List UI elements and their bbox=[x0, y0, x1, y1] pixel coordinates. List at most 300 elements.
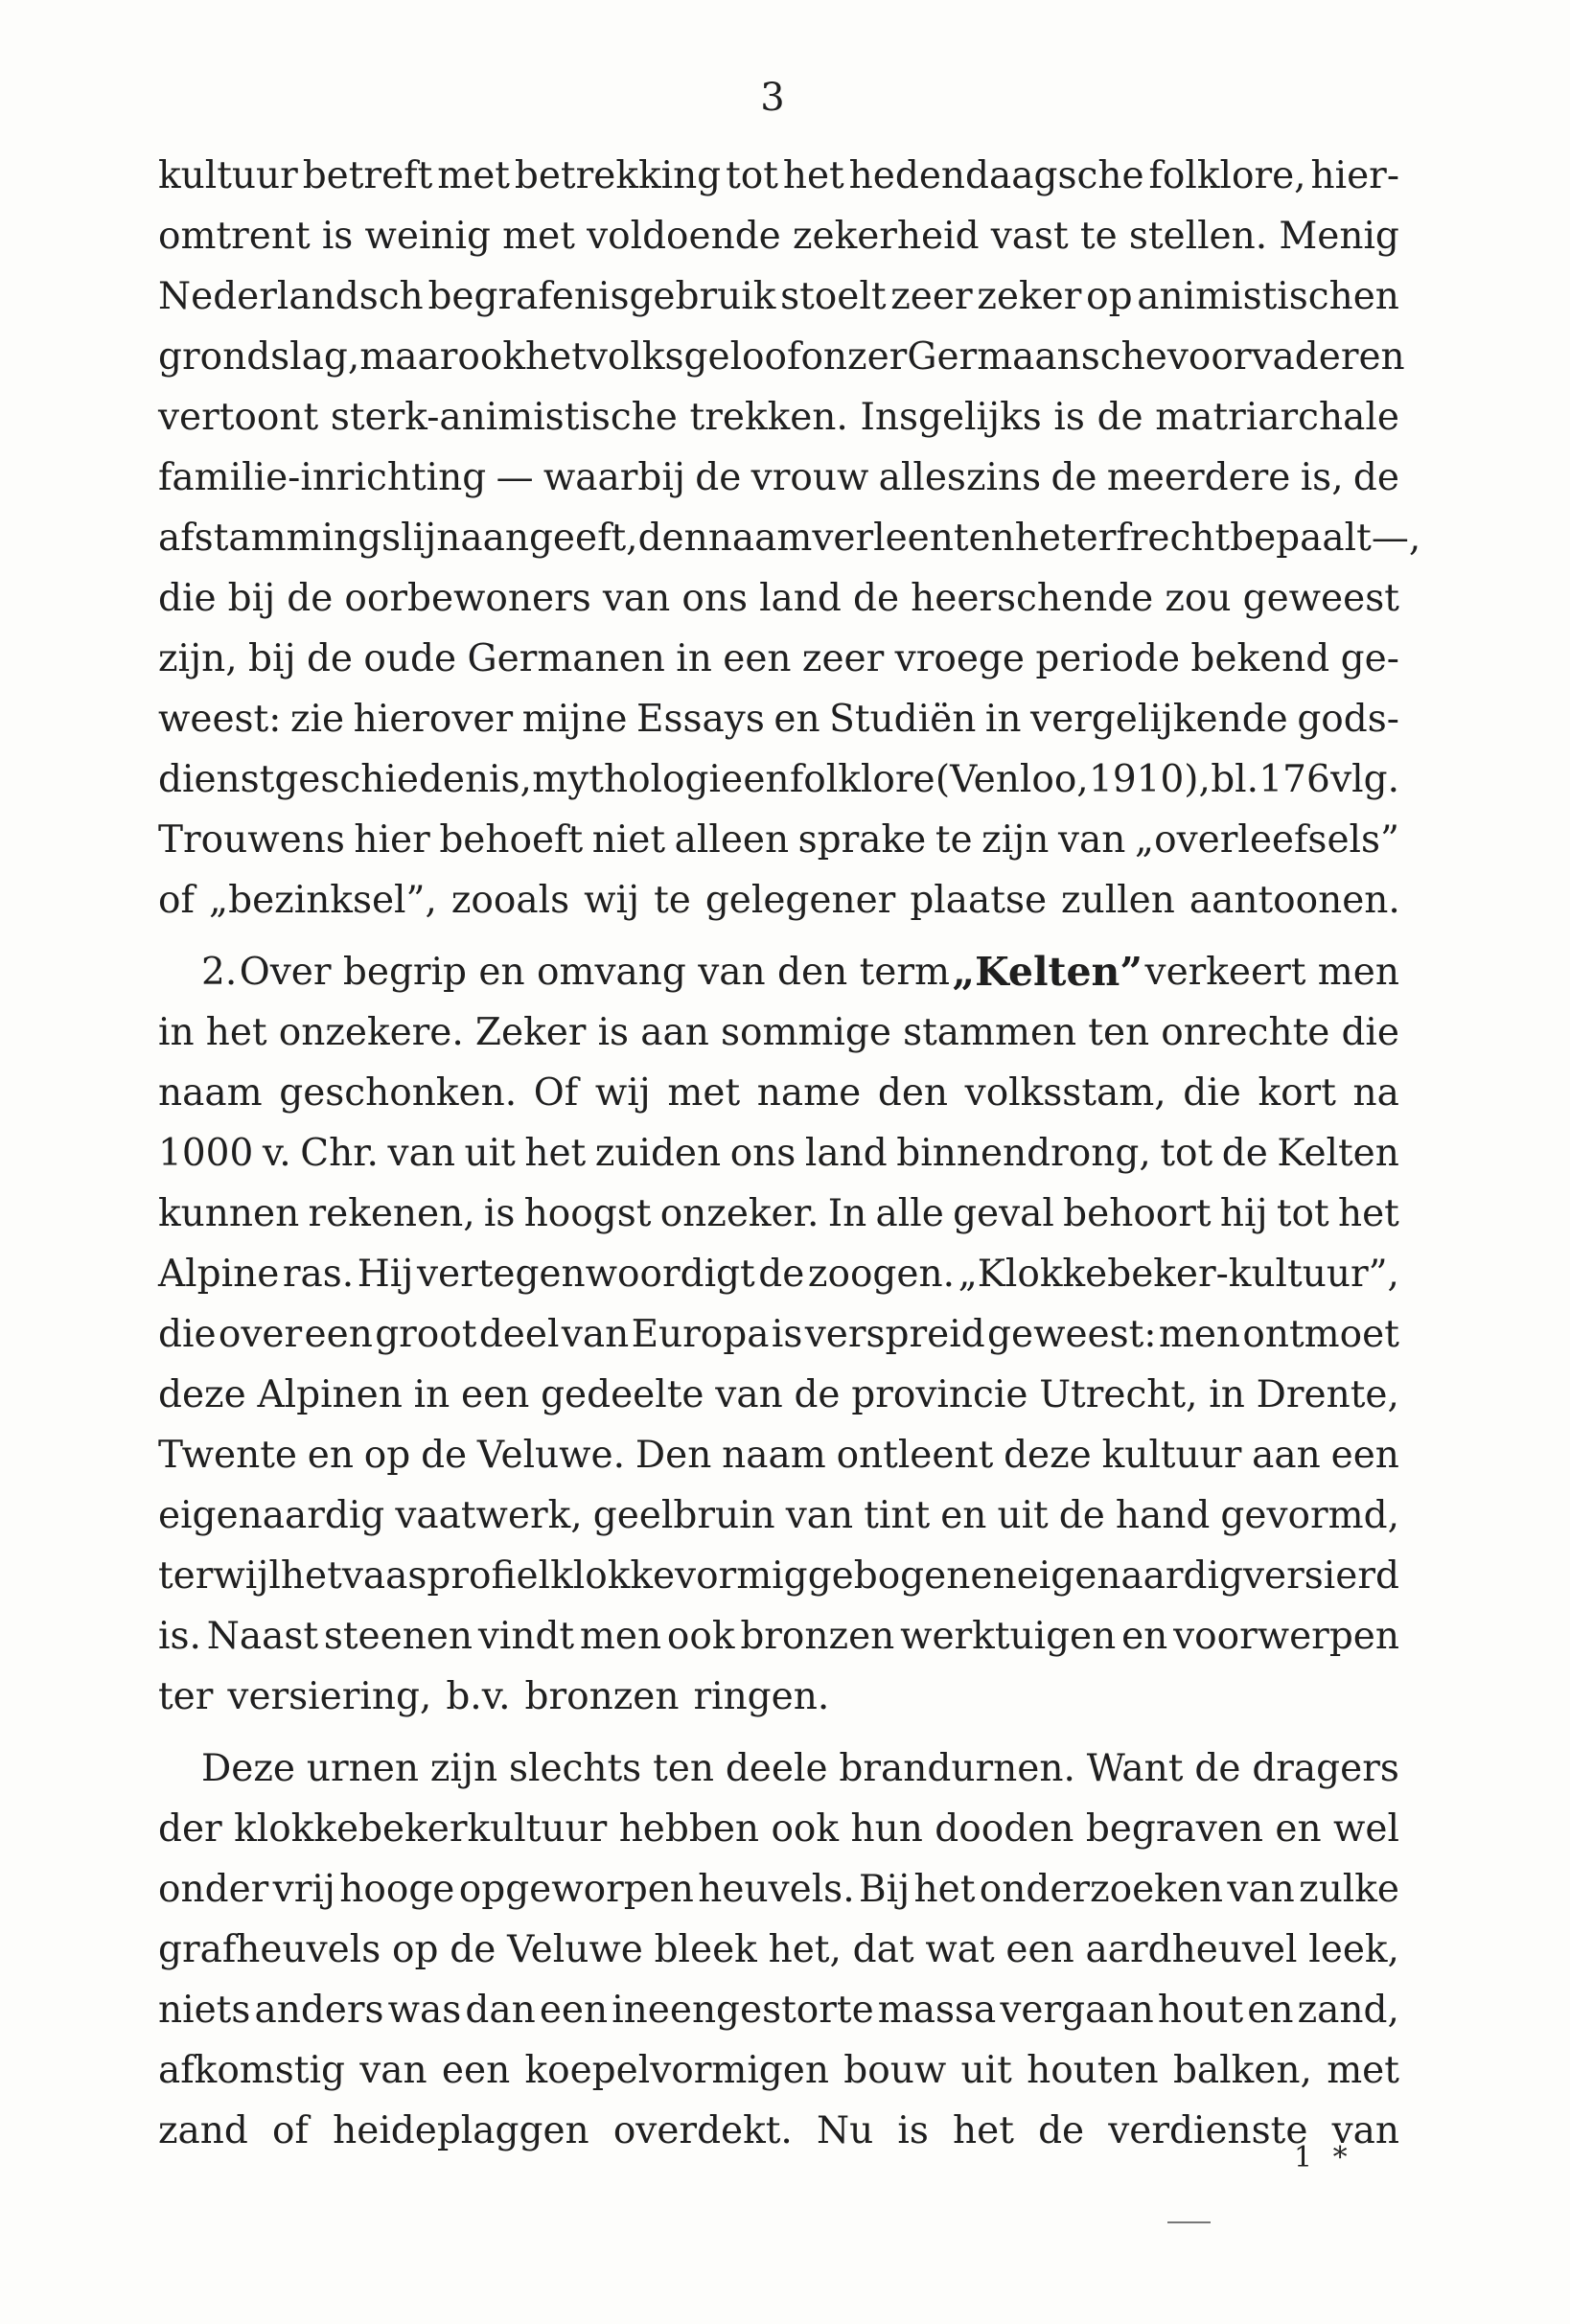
word: vindt bbox=[477, 1615, 575, 1658]
word: behoort bbox=[1063, 1192, 1212, 1235]
word: — bbox=[496, 456, 534, 499]
text-line bbox=[158, 810, 1399, 870]
word: in bbox=[158, 1011, 195, 1054]
word: die bbox=[1341, 1011, 1399, 1054]
word: zijn bbox=[429, 1747, 498, 1790]
word: hedendaagsche bbox=[848, 154, 1144, 197]
word: 1000 bbox=[158, 1132, 254, 1175]
word: hun bbox=[850, 1807, 923, 1851]
word: land bbox=[759, 577, 842, 620]
word: op bbox=[363, 1434, 411, 1477]
word: onderzoeken bbox=[979, 1868, 1224, 1911]
word: onzer bbox=[800, 335, 908, 379]
text-line bbox=[158, 1667, 1399, 1727]
word: vlg. bbox=[1330, 758, 1399, 801]
word: Trouwens bbox=[158, 818, 345, 862]
word: Twente bbox=[158, 1434, 297, 1477]
word: klokkebekerkultuur bbox=[234, 1807, 608, 1851]
word: den bbox=[877, 1071, 949, 1115]
word: ontleent bbox=[836, 1434, 994, 1477]
word: de bbox=[1352, 456, 1399, 499]
text-line bbox=[158, 1304, 1399, 1365]
word: was bbox=[387, 1989, 462, 2032]
word: is bbox=[321, 215, 354, 258]
word: ringen. bbox=[693, 1675, 830, 1718]
word: met bbox=[667, 1071, 741, 1115]
word: dan bbox=[465, 1989, 536, 2032]
word: dragers bbox=[1252, 1747, 1399, 1790]
word: slechts bbox=[508, 1747, 642, 1790]
word: is bbox=[897, 2109, 929, 2152]
word: de bbox=[1058, 1494, 1105, 1537]
word: omtrent bbox=[158, 215, 311, 258]
word: Want bbox=[1086, 1747, 1184, 1790]
word: van bbox=[359, 2049, 427, 2092]
word: uit bbox=[960, 2049, 1012, 2092]
word: een bbox=[1330, 1434, 1399, 1477]
word: de bbox=[421, 1434, 468, 1477]
text-line bbox=[158, 327, 1405, 387]
word: uit bbox=[997, 1494, 1049, 1537]
word: men bbox=[579, 1615, 662, 1658]
word: ook bbox=[666, 1615, 735, 1658]
word: Nederlandsch bbox=[158, 275, 424, 318]
word: Alpinen bbox=[257, 1373, 403, 1416]
word: Menig bbox=[1279, 215, 1399, 258]
word: zand, bbox=[1297, 1989, 1399, 2032]
text-line bbox=[158, 508, 1421, 568]
word: het bbox=[953, 2109, 1014, 2152]
section-heading-line bbox=[158, 942, 1399, 1002]
word: een bbox=[723, 637, 792, 680]
word: Zeker bbox=[474, 1011, 587, 1054]
word: Nu bbox=[816, 2109, 874, 2152]
word: de bbox=[794, 1373, 841, 1416]
word: gelegener bbox=[704, 879, 896, 922]
word: alle bbox=[875, 1192, 944, 1235]
text-line bbox=[158, 448, 1399, 508]
word: bekend bbox=[1190, 637, 1330, 680]
word: meerdere bbox=[1106, 456, 1291, 499]
word: begraven bbox=[1085, 1807, 1263, 1851]
section-number: 2. bbox=[201, 951, 238, 994]
word: bij bbox=[248, 637, 296, 680]
word: aan bbox=[640, 1011, 709, 1054]
word: op bbox=[1086, 275, 1133, 318]
word: niets bbox=[158, 1989, 251, 2032]
word: en bbox=[1247, 1989, 1294, 2032]
word: of bbox=[272, 2109, 309, 2152]
word: oude bbox=[363, 637, 457, 680]
word: vaatwerk, bbox=[395, 1494, 583, 1537]
word: de bbox=[852, 577, 900, 620]
word: verleent bbox=[812, 517, 969, 560]
word: Europa bbox=[631, 1313, 770, 1356]
text-line bbox=[158, 266, 1399, 327]
word: ten bbox=[653, 1747, 714, 1790]
word: kunnen bbox=[158, 1192, 300, 1235]
word: zijn bbox=[981, 818, 1050, 862]
word: vast bbox=[990, 215, 1069, 258]
word: brandurnen. bbox=[839, 1747, 1075, 1790]
text-line bbox=[158, 689, 1399, 749]
word: plaatse bbox=[910, 879, 1048, 922]
word: geschonken. bbox=[279, 1071, 518, 1115]
word: in bbox=[413, 1373, 450, 1416]
word: bij bbox=[227, 577, 276, 620]
word: wij bbox=[584, 879, 640, 922]
word: een bbox=[539, 1989, 609, 2032]
word: en bbox=[968, 517, 1015, 560]
word: verspreid bbox=[804, 1313, 985, 1356]
word: die bbox=[158, 1313, 217, 1356]
word: afstammingslijn bbox=[158, 517, 461, 560]
word: binnendrong, bbox=[896, 1132, 1151, 1175]
word: volksgeloof bbox=[586, 335, 801, 379]
word: van bbox=[602, 577, 671, 620]
word: bl. bbox=[1211, 758, 1259, 801]
word: zuiden bbox=[594, 1132, 722, 1175]
word: ten bbox=[1088, 1011, 1150, 1054]
word: leek, bbox=[1308, 1928, 1399, 1971]
word: provincie bbox=[851, 1373, 1028, 1416]
word: zekerheid bbox=[792, 215, 980, 258]
word: Essays bbox=[636, 698, 765, 741]
word: een bbox=[1005, 1928, 1074, 1971]
word: grafheuvels bbox=[158, 1928, 381, 1971]
text-line bbox=[158, 870, 1399, 931]
word: en bbox=[307, 1434, 354, 1477]
word: bouw bbox=[843, 2049, 947, 2092]
word: een bbox=[304, 1313, 373, 1356]
text-line bbox=[158, 1920, 1399, 1980]
word: weinig bbox=[364, 215, 491, 258]
word: ontmoet bbox=[1242, 1313, 1399, 1356]
word: kultuur bbox=[158, 154, 298, 197]
word: deze bbox=[1004, 1434, 1092, 1477]
text-line bbox=[158, 1184, 1399, 1244]
word: onder bbox=[158, 1868, 269, 1911]
word: geweest bbox=[1242, 577, 1399, 620]
word: de bbox=[1194, 1747, 1241, 1790]
word: ter bbox=[158, 1675, 214, 1718]
word: en bbox=[773, 698, 820, 741]
word: der bbox=[158, 1807, 222, 1851]
word: Germaansche bbox=[907, 335, 1167, 379]
word: matriarchale bbox=[1155, 396, 1399, 439]
word: heideplaggen bbox=[333, 2109, 589, 2152]
word: eigenaardig bbox=[1016, 1554, 1243, 1598]
word: te bbox=[654, 879, 691, 922]
word: het bbox=[205, 1011, 267, 1054]
word: in bbox=[1209, 1373, 1245, 1416]
word: kort bbox=[1258, 1071, 1336, 1115]
word: men bbox=[1158, 1313, 1241, 1356]
word: groot bbox=[375, 1313, 477, 1356]
word: deze bbox=[158, 1373, 246, 1416]
word: ge- bbox=[1340, 637, 1399, 680]
word: het bbox=[913, 1868, 976, 1911]
word: betreft bbox=[302, 154, 433, 197]
word: het bbox=[525, 335, 587, 379]
word: Hij bbox=[357, 1253, 414, 1296]
word: mijne bbox=[521, 698, 628, 741]
word: urnen bbox=[306, 1747, 419, 1790]
word: gods- bbox=[1297, 698, 1399, 741]
word: is. bbox=[158, 1615, 201, 1658]
word: en bbox=[970, 1554, 1017, 1598]
word: de bbox=[695, 456, 742, 499]
word: tot bbox=[1276, 1192, 1329, 1235]
word: de bbox=[1221, 1132, 1268, 1175]
word: terwijl bbox=[158, 1554, 281, 1598]
word: van bbox=[715, 1373, 783, 1416]
word: een bbox=[461, 1373, 530, 1416]
word: begrafenisgebruik bbox=[427, 275, 776, 318]
word: onzekere. bbox=[278, 1011, 464, 1054]
word: vertegenwoordigt bbox=[416, 1253, 755, 1296]
word: weest: bbox=[158, 698, 282, 741]
word: zeer bbox=[801, 637, 885, 680]
word: eigenaardig bbox=[158, 1494, 385, 1537]
word: Of bbox=[533, 1071, 579, 1115]
word: is bbox=[597, 1011, 630, 1054]
word: —, bbox=[1371, 517, 1421, 560]
word: wel bbox=[1333, 1807, 1399, 1851]
word: afkomstig bbox=[158, 2049, 345, 2092]
word: waarbij bbox=[543, 456, 685, 499]
word: volksstam, bbox=[964, 1071, 1166, 1115]
word: trekken. bbox=[689, 396, 848, 439]
text-line bbox=[158, 1002, 1399, 1063]
word: grondslag, bbox=[158, 335, 360, 379]
word: zeer bbox=[890, 275, 973, 318]
word: deel bbox=[478, 1313, 560, 1356]
word: den bbox=[637, 517, 708, 560]
word: onrechte bbox=[1161, 1011, 1330, 1054]
word: Bij bbox=[858, 1868, 911, 1911]
word: de bbox=[450, 1928, 496, 1971]
word: hoogst bbox=[523, 1192, 652, 1235]
word: bronzen bbox=[524, 1675, 680, 1718]
word: hand bbox=[1115, 1494, 1211, 1537]
word: ook bbox=[457, 335, 526, 379]
text-line bbox=[158, 1244, 1399, 1304]
word: na bbox=[1352, 1071, 1399, 1115]
word: en bbox=[940, 1494, 987, 1537]
word: Naast bbox=[206, 1615, 319, 1658]
word: zeker bbox=[977, 275, 1082, 318]
word: onzeker. bbox=[659, 1192, 820, 1235]
text-line bbox=[158, 749, 1399, 810]
word: of bbox=[158, 879, 195, 922]
word: naam bbox=[158, 1071, 263, 1115]
word: van bbox=[561, 1313, 630, 1356]
word: wat bbox=[925, 1928, 995, 1971]
word: bepaalt bbox=[1230, 517, 1372, 560]
word: tot bbox=[1160, 1132, 1213, 1175]
word: van bbox=[1227, 1868, 1295, 1911]
word: b.v. bbox=[446, 1675, 511, 1718]
word: vrouw bbox=[750, 456, 869, 499]
word: met bbox=[502, 215, 575, 258]
word: Veluwe bbox=[507, 1928, 643, 1971]
word: vergelijkende bbox=[1030, 698, 1288, 741]
word: heuvels. bbox=[698, 1868, 855, 1911]
word: Veluwe. bbox=[476, 1434, 626, 1477]
word: de bbox=[1038, 2109, 1085, 2152]
word: geweest: bbox=[987, 1313, 1157, 1356]
word: is bbox=[771, 1313, 803, 1356]
word: deele bbox=[725, 1747, 828, 1790]
word: anders bbox=[254, 1989, 384, 2032]
word: „bezinksel”, bbox=[208, 879, 437, 922]
text-line bbox=[158, 1485, 1399, 1546]
word: zijn, bbox=[158, 637, 238, 680]
word: maar bbox=[359, 335, 458, 379]
word: is bbox=[483, 1192, 516, 1235]
word: balken, bbox=[1172, 2049, 1312, 2092]
word: ineengestorte bbox=[612, 1989, 874, 2032]
text-line bbox=[158, 387, 1399, 448]
word: betrekking bbox=[514, 154, 722, 197]
word: Drente, bbox=[1256, 1373, 1399, 1416]
word: Den bbox=[635, 1434, 712, 1477]
section-text-before: Over begrip en omvang van den term bbox=[239, 951, 950, 994]
word: houten bbox=[1027, 2049, 1159, 2092]
word: v. bbox=[262, 1132, 291, 1175]
word: het bbox=[280, 1554, 342, 1598]
word: tot bbox=[726, 154, 778, 197]
word: de bbox=[306, 637, 353, 680]
word: te bbox=[1079, 215, 1118, 258]
text-line bbox=[158, 1859, 1399, 1920]
word: „Klokkebeker-kultuur”, bbox=[958, 1253, 1399, 1296]
word: de bbox=[287, 577, 334, 620]
body-text bbox=[158, 146, 1421, 2161]
word: de bbox=[1051, 456, 1097, 499]
word: is bbox=[1053, 396, 1085, 439]
word: Utrecht, bbox=[1039, 1373, 1198, 1416]
word: hier bbox=[354, 818, 430, 862]
word: sprake bbox=[797, 818, 927, 862]
word: voorvaderen bbox=[1166, 335, 1405, 379]
word: met bbox=[1327, 2049, 1399, 2092]
word: aangeeft, bbox=[460, 517, 638, 560]
word: vrij bbox=[272, 1868, 335, 1911]
word: naam bbox=[722, 1434, 826, 1477]
word: voldoende bbox=[587, 215, 781, 258]
word: opgeworpen bbox=[458, 1868, 694, 1911]
word: Insgelijks bbox=[860, 396, 1042, 439]
text-line bbox=[158, 1063, 1399, 1123]
word: behoeft bbox=[439, 818, 584, 862]
word: In bbox=[827, 1192, 867, 1235]
word: vertoont bbox=[158, 396, 319, 439]
word: het, bbox=[768, 1928, 842, 1971]
word: oorbewoners bbox=[344, 577, 591, 620]
word: zand bbox=[158, 2109, 248, 2152]
word: heerschende bbox=[911, 577, 1154, 620]
word: aardheuvel bbox=[1085, 1928, 1298, 1971]
word: van bbox=[785, 1494, 854, 1537]
signature-mark: 1 * bbox=[1294, 2141, 1353, 2174]
word: Germanen bbox=[467, 637, 665, 680]
word: geval bbox=[953, 1192, 1054, 1235]
word: gedeelte bbox=[541, 1373, 704, 1416]
word: werktuigen bbox=[900, 1615, 1117, 1658]
word: mythologie bbox=[532, 758, 744, 801]
word: ons bbox=[681, 577, 748, 620]
word: dienstgeschiedenis, bbox=[158, 758, 532, 801]
word: verdienste bbox=[1108, 2109, 1308, 2152]
word: met bbox=[437, 154, 510, 197]
word: rekenen, bbox=[308, 1192, 475, 1235]
word: koepelvormigen bbox=[524, 2049, 829, 2092]
word: en bbox=[1275, 1807, 1322, 1851]
word: een bbox=[441, 2049, 511, 2092]
word: stammen bbox=[903, 1011, 1077, 1054]
word: van bbox=[1057, 818, 1126, 862]
word: zoogen. bbox=[807, 1253, 955, 1296]
text-line bbox=[158, 2040, 1399, 2101]
word: land bbox=[804, 1132, 888, 1175]
word: vroege bbox=[894, 637, 1025, 680]
word: van bbox=[387, 1132, 455, 1175]
word: zou bbox=[1165, 577, 1232, 620]
word: alleszins bbox=[878, 456, 1042, 499]
word: vergaan bbox=[1000, 1989, 1154, 2032]
word: gevormd, bbox=[1220, 1494, 1399, 1537]
word: stoelt bbox=[780, 275, 887, 318]
word: uit bbox=[464, 1132, 516, 1175]
word: tint bbox=[864, 1494, 931, 1537]
word: versierd bbox=[1243, 1554, 1399, 1598]
word: het bbox=[1014, 517, 1076, 560]
section-term: „Kelten” bbox=[952, 949, 1143, 995]
page-number: 3 bbox=[760, 76, 785, 120]
section-text-after: verkeert men bbox=[1144, 951, 1399, 994]
word: klokkevormig bbox=[550, 1554, 808, 1598]
text-line bbox=[158, 1980, 1399, 2040]
text-line bbox=[158, 1365, 1399, 1425]
word: name bbox=[756, 1071, 862, 1115]
word: massa bbox=[877, 1989, 997, 2032]
word: over bbox=[218, 1313, 303, 1356]
word: vaasprofiel bbox=[341, 1554, 551, 1598]
word: periode bbox=[1035, 637, 1181, 680]
word: en bbox=[1121, 1615, 1168, 1658]
word: (Venloo, bbox=[935, 758, 1089, 801]
footer-rule bbox=[1167, 2221, 1211, 2223]
word: ras. bbox=[282, 1253, 355, 1296]
word: wij bbox=[594, 1071, 651, 1115]
word: in bbox=[984, 698, 1022, 741]
word: animistischen bbox=[1137, 275, 1399, 318]
text-line bbox=[158, 1123, 1399, 1184]
word: dat bbox=[852, 1928, 914, 1971]
word: van bbox=[1331, 2109, 1399, 2152]
word: hier- bbox=[1310, 154, 1399, 197]
word: Chr. bbox=[300, 1132, 379, 1175]
word: geelbruin bbox=[592, 1494, 775, 1537]
word: folklore bbox=[789, 758, 935, 801]
word: „overleefsels” bbox=[1134, 818, 1399, 862]
text-line bbox=[158, 1738, 1399, 1799]
word: en bbox=[743, 758, 790, 801]
word: overdekt. bbox=[612, 2109, 793, 2152]
word: 1910), bbox=[1089, 758, 1211, 801]
